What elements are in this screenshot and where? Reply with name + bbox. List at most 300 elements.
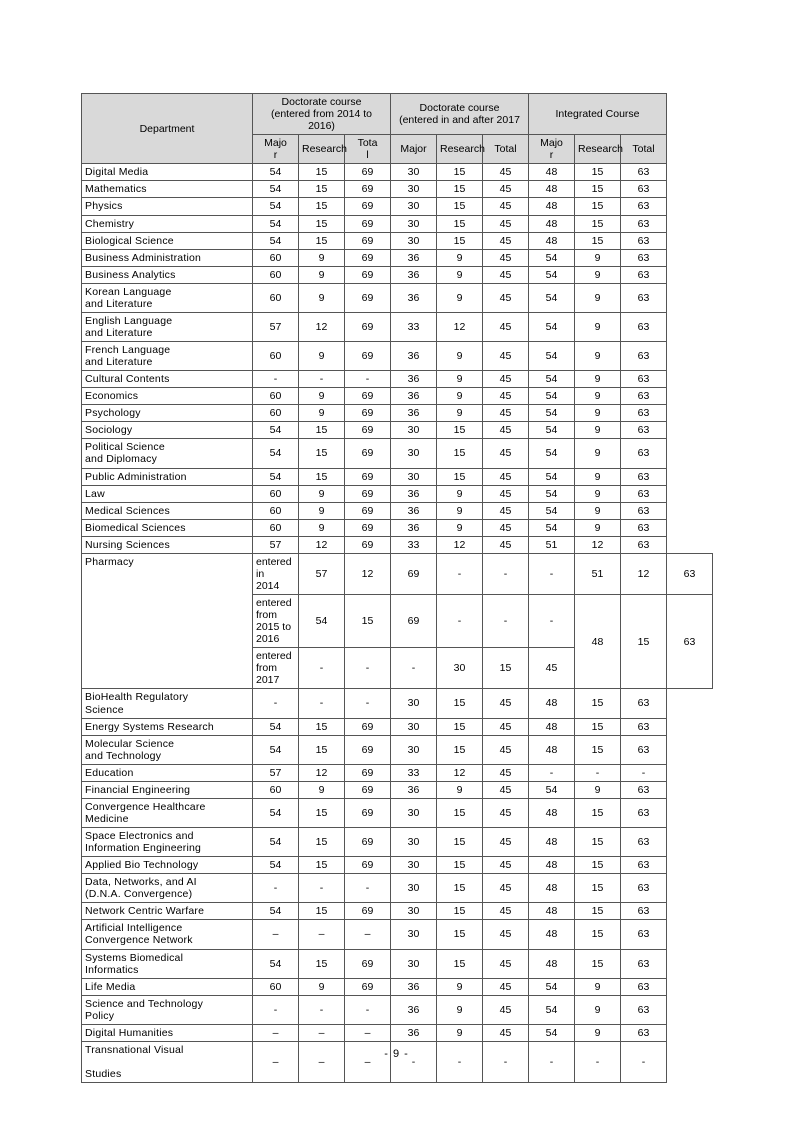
table-row	[82, 439, 713, 468]
value-cell: 45	[483, 388, 529, 405]
value-cell: 54	[253, 215, 299, 232]
table-row	[82, 857, 713, 874]
value-cell: 45	[483, 485, 529, 502]
value-cell: 30	[391, 468, 437, 485]
value-cell: 54	[529, 468, 575, 485]
value-cell: 12	[437, 312, 483, 341]
value-cell: 45	[483, 798, 529, 827]
page-number: - 9 -	[384, 1048, 409, 1060]
value-cell: 36	[391, 978, 437, 995]
value-cell: 45	[483, 903, 529, 920]
table-row	[82, 903, 713, 920]
table-row	[82, 978, 713, 995]
department-cell: Korean Language and Literature	[82, 283, 253, 312]
value-cell: 15	[437, 857, 483, 874]
value-cell: 15	[437, 798, 483, 827]
department-subcell: entered from 2015 to 2016	[253, 595, 299, 648]
value-cell: 15	[437, 689, 483, 718]
value-cell: –	[299, 1041, 345, 1082]
value-cell: -	[299, 874, 345, 903]
value-cell: 54	[529, 485, 575, 502]
department-cell: Chemistry	[82, 215, 253, 232]
value-cell: 54	[529, 781, 575, 798]
value-cell: 9	[299, 485, 345, 502]
table-row	[82, 718, 713, 735]
value-cell: 63	[621, 232, 667, 249]
department-cell: Cultural Contents	[82, 371, 253, 388]
value-cell: 30	[391, 920, 437, 949]
value-cell: 45	[483, 995, 529, 1024]
value-cell: -	[299, 689, 345, 718]
value-cell: 9	[575, 312, 621, 341]
value-cell: 69	[345, 978, 391, 995]
value-cell: 30	[391, 949, 437, 978]
value-cell: 9	[575, 266, 621, 283]
department-cell: Physics	[82, 198, 253, 215]
department-cell: Artificial Intelligence Convergence Network	[82, 920, 253, 949]
value-cell: 15	[299, 232, 345, 249]
value-cell: 69	[345, 198, 391, 215]
value-cell: 30	[391, 874, 437, 903]
department-cell: Medical Sciences	[82, 502, 253, 519]
value-cell: 60	[253, 485, 299, 502]
table-row	[82, 519, 713, 536]
table-row	[82, 198, 713, 215]
value-cell: 54	[253, 798, 299, 827]
table-row	[82, 735, 713, 764]
value-cell: 57	[299, 553, 345, 594]
value-cell: 45	[483, 764, 529, 781]
value-cell: 48	[529, 689, 575, 718]
value-cell: 51	[575, 553, 621, 594]
value-cell: 54	[253, 949, 299, 978]
value-cell: 33	[391, 764, 437, 781]
value-cell: 9	[299, 388, 345, 405]
table-row	[82, 781, 713, 798]
value-cell: 63	[621, 198, 667, 215]
value-cell: 45	[483, 181, 529, 198]
value-cell: 54	[529, 995, 575, 1024]
value-cell: -	[437, 553, 483, 594]
value-cell: 45	[483, 371, 529, 388]
value-cell: 63	[621, 689, 667, 718]
value-cell: 69	[345, 781, 391, 798]
value-cell: 9	[575, 468, 621, 485]
table-row	[82, 249, 713, 266]
value-cell: 15	[437, 232, 483, 249]
value-cell: -	[253, 874, 299, 903]
value-cell: 63	[621, 164, 667, 181]
value-cell: 9	[575, 978, 621, 995]
value-cell: –	[299, 920, 345, 949]
value-cell: 15	[575, 903, 621, 920]
value-cell: 9	[437, 388, 483, 405]
value-cell: 63	[621, 995, 667, 1024]
value-cell: 54	[529, 371, 575, 388]
value-cell: 9	[575, 995, 621, 1024]
value-cell: 69	[345, 342, 391, 371]
value-cell: 30	[391, 422, 437, 439]
value-cell: 69	[345, 439, 391, 468]
value-cell: 15	[437, 718, 483, 735]
value-cell: 69	[345, 764, 391, 781]
value-cell: 15	[299, 735, 345, 764]
value-cell: 54	[529, 283, 575, 312]
value-cell: -	[483, 595, 529, 648]
value-cell: 15	[575, 828, 621, 857]
value-cell: 36	[391, 405, 437, 422]
department-cell: Applied Bio Technology	[82, 857, 253, 874]
value-cell: 63	[621, 388, 667, 405]
value-cell: 15	[299, 422, 345, 439]
table-body	[82, 164, 713, 1083]
value-cell: 9	[437, 502, 483, 519]
value-cell: 63	[621, 857, 667, 874]
value-cell: 9	[299, 283, 345, 312]
department-cell: Network Centric Warfare	[82, 903, 253, 920]
table-row	[82, 164, 713, 181]
value-cell: 15	[437, 215, 483, 232]
department-cell: Mathematics	[82, 181, 253, 198]
value-cell: 15	[437, 164, 483, 181]
value-cell: 69	[345, 312, 391, 341]
value-cell: 45	[483, 920, 529, 949]
value-cell: 69	[345, 422, 391, 439]
value-cell: –	[299, 1024, 345, 1041]
value-cell: 45	[483, 949, 529, 978]
value-cell: 9	[299, 978, 345, 995]
value-cell: 15	[437, 735, 483, 764]
value-cell: 63	[621, 502, 667, 519]
value-cell: 69	[345, 798, 391, 827]
value-cell: 51	[529, 536, 575, 553]
value-cell: 15	[437, 468, 483, 485]
value-cell: 33	[391, 312, 437, 341]
value-cell: -	[483, 1041, 529, 1082]
value-cell: 15	[299, 164, 345, 181]
value-cell: 45	[483, 857, 529, 874]
value-cell: -	[345, 874, 391, 903]
value-cell: 30	[391, 689, 437, 718]
value-cell: 45	[483, 232, 529, 249]
value-cell: 36	[391, 781, 437, 798]
header-department: Department	[82, 94, 253, 164]
value-cell: 69	[345, 828, 391, 857]
value-cell: 12	[575, 536, 621, 553]
department-subcell: entered in 2014	[253, 553, 299, 594]
table-row	[82, 468, 713, 485]
table-row	[82, 874, 713, 903]
value-cell: 9	[575, 519, 621, 536]
value-cell: 54	[529, 249, 575, 266]
table-row	[82, 422, 713, 439]
department-cell: Space Electronics and Information Engineering	[82, 828, 253, 857]
value-cell: –	[253, 1041, 299, 1082]
value-cell: 63	[621, 978, 667, 995]
table-row	[82, 312, 713, 341]
value-cell: 12	[345, 553, 391, 594]
value-cell: 63	[621, 485, 667, 502]
value-cell: 69	[345, 249, 391, 266]
value-cell: 9	[575, 781, 621, 798]
value-cell: 54	[529, 502, 575, 519]
value-cell: 45	[483, 689, 529, 718]
value-cell: 15	[299, 903, 345, 920]
value-cell: 69	[345, 485, 391, 502]
department-cell: Education	[82, 764, 253, 781]
value-cell: 63	[621, 215, 667, 232]
value-cell: 30	[391, 798, 437, 827]
department-cell: Energy Systems Research	[82, 718, 253, 735]
department-cell: BioHealth Regulatory Science	[82, 689, 253, 718]
value-cell: -	[437, 595, 483, 648]
value-cell: 63	[621, 283, 667, 312]
department-cell: Biomedical Sciences	[82, 519, 253, 536]
value-cell: 30	[391, 439, 437, 468]
value-cell: 45	[529, 648, 575, 689]
value-cell: 15	[575, 689, 621, 718]
value-cell: 30	[391, 828, 437, 857]
value-cell: 60	[253, 249, 299, 266]
value-cell: 9	[575, 422, 621, 439]
value-cell: 15	[299, 439, 345, 468]
value-cell: 57	[253, 536, 299, 553]
value-cell: 48	[529, 874, 575, 903]
value-cell: 12	[299, 312, 345, 341]
value-cell: 60	[253, 405, 299, 422]
header-research-3: Research	[575, 135, 621, 164]
value-cell: -	[253, 995, 299, 1024]
value-cell: 45	[483, 735, 529, 764]
value-cell: 63	[621, 536, 667, 553]
credits-table	[81, 93, 713, 1083]
value-cell: 36	[391, 502, 437, 519]
value-cell: 45	[483, 198, 529, 215]
value-cell: -	[529, 553, 575, 594]
value-cell: 15	[299, 718, 345, 735]
value-cell: 15	[575, 949, 621, 978]
value-cell: 48	[529, 718, 575, 735]
value-cell: 9	[299, 249, 345, 266]
table-row	[82, 371, 713, 388]
value-cell: 45	[483, 283, 529, 312]
value-cell: 69	[345, 266, 391, 283]
value-cell: 30	[391, 903, 437, 920]
value-cell: 54	[253, 468, 299, 485]
value-cell: 36	[391, 519, 437, 536]
value-cell: 69	[345, 388, 391, 405]
value-cell: 48	[529, 232, 575, 249]
header-line-2: (entered in and after 2017	[399, 114, 520, 127]
value-cell: 63	[621, 735, 667, 764]
value-cell: 15	[299, 828, 345, 857]
header-total-1: Tota l	[345, 135, 391, 164]
department-cell: Science and Technology Policy	[82, 995, 253, 1024]
table-row	[82, 536, 713, 553]
value-cell: 54	[529, 342, 575, 371]
value-cell: 33	[391, 536, 437, 553]
header-major-3: Majo r	[529, 135, 575, 164]
value-cell: 69	[345, 536, 391, 553]
value-cell: 54	[253, 422, 299, 439]
department-cell: Data, Networks, and AI (D.N.A. Convergence)	[82, 874, 253, 903]
value-cell: 15	[437, 949, 483, 978]
value-cell: 60	[253, 388, 299, 405]
value-cell: 45	[483, 781, 529, 798]
value-cell: 45	[483, 164, 529, 181]
value-cell: 15	[575, 857, 621, 874]
value-cell: 54	[529, 978, 575, 995]
value-cell: 36	[391, 249, 437, 266]
value-cell: 69	[345, 164, 391, 181]
table-row	[82, 1024, 713, 1041]
header-research-2: Research	[437, 135, 483, 164]
value-cell: -	[299, 371, 345, 388]
value-cell: 54	[529, 439, 575, 468]
value-cell: 36	[391, 995, 437, 1024]
value-cell: 63	[621, 949, 667, 978]
value-cell: -	[529, 1041, 575, 1082]
value-cell: 15	[437, 439, 483, 468]
value-cell: -	[391, 648, 437, 689]
department-cell: Biological Science	[82, 232, 253, 249]
value-cell: 54	[299, 595, 345, 648]
value-cell: 60	[253, 266, 299, 283]
table-header	[82, 94, 713, 164]
value-cell: 15	[299, 215, 345, 232]
value-cell: 45	[483, 1024, 529, 1041]
value-cell: 69	[345, 181, 391, 198]
value-cell: 30	[391, 198, 437, 215]
value-cell: 54	[529, 519, 575, 536]
value-cell: 63	[621, 1024, 667, 1041]
value-cell: 9	[575, 502, 621, 519]
value-cell: 63	[621, 718, 667, 735]
value-cell: 69	[345, 215, 391, 232]
value-cell: 48	[529, 164, 575, 181]
value-cell: 48	[529, 949, 575, 978]
value-cell: 54	[253, 857, 299, 874]
table-row	[82, 181, 713, 198]
value-cell: 69	[345, 405, 391, 422]
value-cell: 9	[299, 781, 345, 798]
value-cell: 63	[621, 249, 667, 266]
value-cell: 63	[621, 903, 667, 920]
value-cell: 9	[299, 266, 345, 283]
value-cell: –	[345, 1041, 391, 1082]
value-cell: 45	[483, 405, 529, 422]
value-cell: 45	[483, 342, 529, 371]
value-cell: -	[575, 764, 621, 781]
value-cell: –	[345, 920, 391, 949]
value-cell: 9	[437, 1024, 483, 1041]
department-cell: Nursing Sciences	[82, 536, 253, 553]
value-cell: 36	[391, 283, 437, 312]
value-cell: 9	[437, 283, 483, 312]
value-cell: 45	[483, 266, 529, 283]
value-cell: 15	[299, 181, 345, 198]
table-row	[82, 283, 713, 312]
value-cell: 30	[391, 718, 437, 735]
value-cell: 9	[437, 485, 483, 502]
value-cell: -	[391, 1041, 437, 1082]
value-cell: 15	[437, 198, 483, 215]
value-cell: 63	[621, 312, 667, 341]
value-cell: 63	[621, 266, 667, 283]
value-cell: 36	[391, 388, 437, 405]
department-cell: Systems Biomedical Informatics	[82, 949, 253, 978]
value-cell: 15	[575, 798, 621, 827]
value-cell: 48	[529, 828, 575, 857]
value-cell: 36	[391, 342, 437, 371]
value-cell: 15	[437, 828, 483, 857]
value-cell: 9	[575, 371, 621, 388]
value-cell: 54	[253, 439, 299, 468]
value-cell: 54	[253, 828, 299, 857]
value-cell: 57	[253, 312, 299, 341]
value-cell: 15	[437, 181, 483, 198]
value-cell: 9	[575, 439, 621, 468]
header-doctorate-2014-2016	[253, 94, 391, 135]
value-cell: 45	[483, 215, 529, 232]
value-cell: -	[529, 764, 575, 781]
value-cell: 48	[529, 903, 575, 920]
value-cell: 48	[529, 920, 575, 949]
value-cell: 30	[391, 164, 437, 181]
value-cell: -	[345, 689, 391, 718]
department-cell: Life Media	[82, 978, 253, 995]
table-row	[82, 215, 713, 232]
value-cell: 15	[621, 595, 667, 689]
value-cell: 54	[253, 718, 299, 735]
credits-table-container	[81, 93, 713, 1083]
value-cell: -	[621, 1041, 667, 1082]
value-cell: 9	[437, 266, 483, 283]
header-major-2: Major	[391, 135, 437, 164]
value-cell: 54	[529, 422, 575, 439]
header-doctorate-2017	[391, 94, 529, 135]
table-row	[82, 485, 713, 502]
value-cell: 54	[253, 232, 299, 249]
value-cell: 15	[575, 164, 621, 181]
value-cell: –	[253, 920, 299, 949]
header-group-row	[82, 94, 713, 135]
table-row	[82, 828, 713, 857]
table-row	[82, 689, 713, 718]
value-cell: 45	[483, 536, 529, 553]
value-cell: 57	[253, 764, 299, 781]
value-cell: 15	[575, 181, 621, 198]
value-cell: 63	[621, 342, 667, 371]
department-subcell: entered from 2017	[253, 648, 299, 689]
value-cell: 45	[483, 312, 529, 341]
table-row	[82, 798, 713, 827]
value-cell: –	[253, 1024, 299, 1041]
value-cell: 69	[345, 502, 391, 519]
value-cell: 63	[621, 405, 667, 422]
value-cell: 9	[299, 519, 345, 536]
value-cell: 69	[345, 283, 391, 312]
header-line-2: (entered from 2014 to	[271, 108, 372, 121]
value-cell: 54	[529, 1024, 575, 1041]
value-cell: 9	[575, 249, 621, 266]
value-cell: 15	[575, 920, 621, 949]
value-cell: 45	[483, 828, 529, 857]
value-cell: 45	[483, 249, 529, 266]
value-cell: -	[253, 371, 299, 388]
value-cell: 15	[575, 718, 621, 735]
value-cell: 63	[621, 181, 667, 198]
